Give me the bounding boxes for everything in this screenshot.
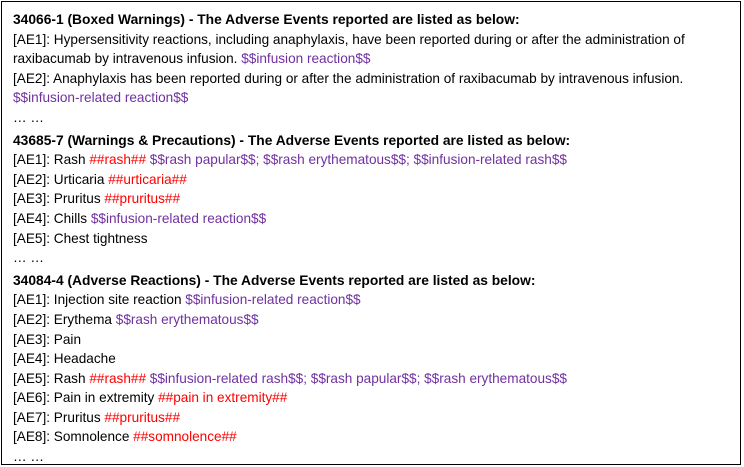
dollar-annotation: $$infusion-related reaction$$ bbox=[181, 292, 361, 308]
section-heading: 43685-7 (Warnings & Precautions) - The Adverse Events reported are listed as below: bbox=[13, 132, 571, 148]
adverse-events-document bbox=[1, 1, 741, 465]
dollar-annotation: $$infusion reaction$$ bbox=[237, 51, 371, 67]
dollar-annotation: $$rash papular$$; $$rash erythematous$$; $$infusion-related rash$$ bbox=[146, 152, 567, 168]
ae-id: [AE2]: bbox=[13, 171, 51, 187]
adverse-event-item bbox=[13, 290, 740, 310]
ae-text: Pruritus bbox=[50, 191, 101, 207]
ae-id: [AE8]: bbox=[13, 429, 51, 445]
ae-text: Erythema bbox=[50, 311, 112, 327]
ae-text: Somnolence bbox=[50, 429, 130, 445]
adverse-event-item bbox=[13, 69, 728, 108]
hash-annotation: ##urticaria## bbox=[104, 171, 187, 187]
adverse-event-item bbox=[13, 150, 740, 170]
ellipsis: … … bbox=[13, 250, 44, 266]
ae-text: Hypersensitivity reactions, including anaphylaxis, have been reported during or after the administration of raxibacumab by intravenous infusion. bbox=[13, 31, 685, 67]
ae-text: Rash bbox=[50, 152, 86, 168]
adverse-event-item bbox=[13, 369, 740, 389]
ae-text: Urticaria bbox=[50, 171, 105, 187]
ellipsis: … … bbox=[13, 109, 44, 125]
ae-id: [AE1]: bbox=[13, 31, 51, 47]
adverse-event-item bbox=[13, 349, 740, 369]
section-heading: 34066-1 (Boxed Warnings) - The Adverse Events reported are listed as below: bbox=[13, 12, 520, 27]
adverse-event-item bbox=[13, 170, 740, 190]
ae-text: Chills bbox=[50, 210, 88, 226]
ae-id: [AE4]: bbox=[13, 351, 51, 367]
section-heading: 34084-4 (Adverse Reactions) - The Adverse Events reported are listed as below: bbox=[13, 272, 536, 288]
adverse-event-item bbox=[13, 30, 728, 69]
hash-annotation: ##pruritus## bbox=[100, 409, 181, 425]
ae-text: Injection site reaction bbox=[50, 292, 182, 308]
dollar-annotation: $$infusion-related rash$$; $$rash papular$$; $$rash erythematous$$ bbox=[146, 370, 567, 386]
adverse-event-item bbox=[13, 189, 740, 209]
ae-id: [AE6]: bbox=[13, 390, 51, 406]
ae-id: [AE2]: bbox=[13, 311, 51, 327]
adverse-event-item bbox=[13, 209, 740, 229]
dollar-annotation: $$infusion-related reaction$$ bbox=[87, 210, 267, 226]
hash-annotation: ##pruritus## bbox=[100, 191, 181, 207]
hash-annotation: ##rash## bbox=[85, 152, 147, 168]
adverse-event-item bbox=[13, 388, 740, 408]
section-warnings-precautions bbox=[13, 131, 740, 268]
adverse-event-item bbox=[13, 229, 740, 249]
adverse-event-item bbox=[13, 310, 740, 330]
hash-annotation: ##rash## bbox=[85, 370, 147, 386]
hash-annotation: ##somnolence## bbox=[129, 429, 237, 445]
ae-id: [AE3]: bbox=[13, 331, 51, 347]
ae-id: [AE1]: bbox=[13, 292, 51, 308]
dollar-annotation: $$infusion-related reaction$$ bbox=[13, 90, 189, 106]
ae-text: Pain bbox=[50, 331, 82, 347]
ae-id: [AE7]: bbox=[13, 409, 51, 425]
ae-text: Headache bbox=[50, 351, 116, 367]
hash-annotation: ##pain in extremity## bbox=[154, 390, 288, 406]
ae-text: Chest tightness bbox=[50, 230, 148, 246]
ae-id: [AE5]: bbox=[13, 370, 51, 386]
adverse-event-item bbox=[13, 427, 740, 447]
ae-id: [AE3]: bbox=[13, 191, 51, 207]
ae-text: Pruritus bbox=[50, 409, 101, 425]
adverse-event-item bbox=[13, 408, 740, 428]
ae-id: [AE4]: bbox=[13, 210, 51, 226]
ae-id: [AE2]: bbox=[13, 70, 51, 86]
ae-text: Anaphylaxis has been reported during or after the administration of raxibacumab by intravenous infusion. bbox=[50, 70, 684, 86]
ae-id: [AE1]: bbox=[13, 152, 51, 168]
ae-text: Rash bbox=[50, 370, 86, 386]
section-boxed-warnings bbox=[13, 10, 740, 128]
ae-id: [AE5]: bbox=[13, 230, 51, 246]
section-adverse-reactions bbox=[13, 271, 740, 467]
ae-text: Pain in extremity bbox=[50, 390, 155, 406]
adverse-event-item bbox=[13, 330, 740, 350]
dollar-annotation: $$rash erythematous$$ bbox=[111, 311, 259, 327]
ellipsis: … … bbox=[13, 449, 44, 465]
